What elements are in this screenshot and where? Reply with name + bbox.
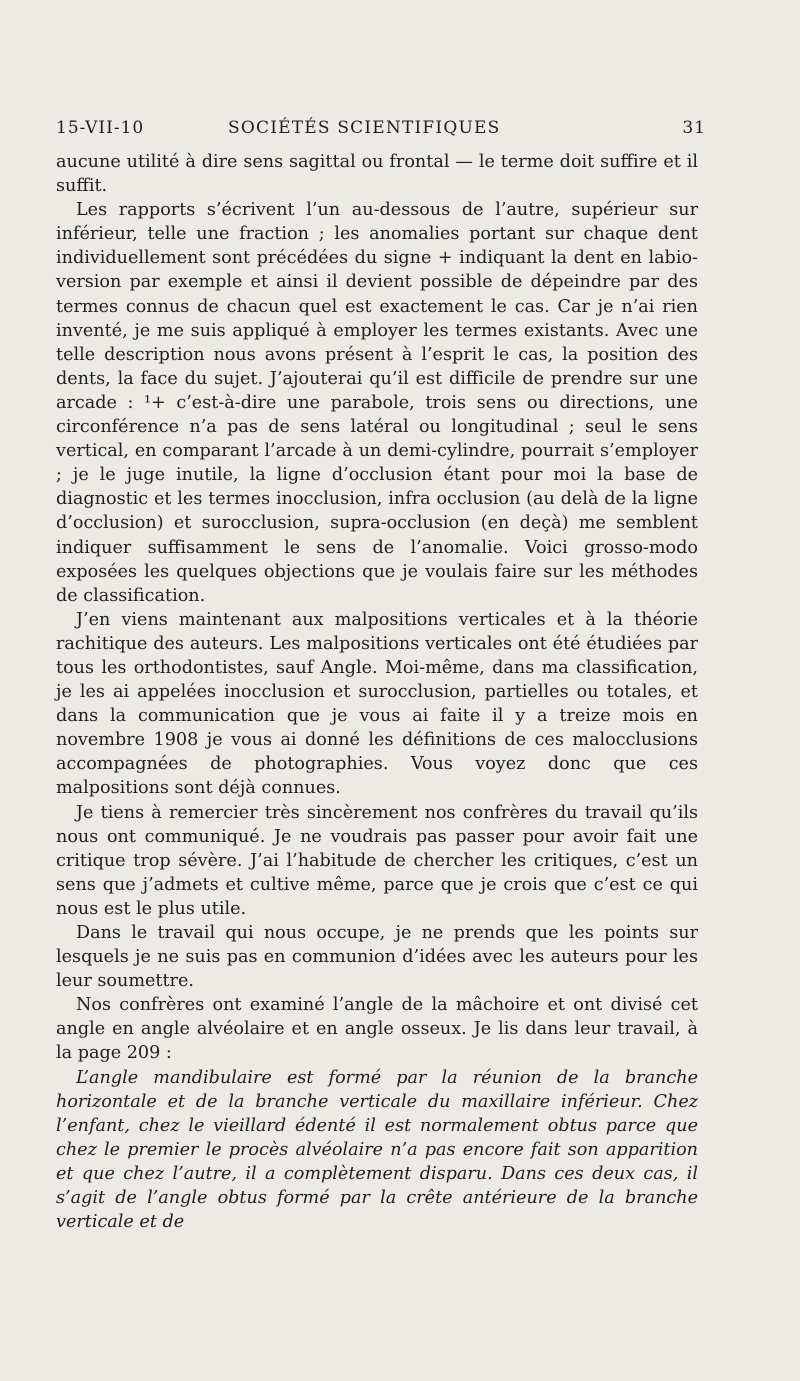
page-body bbox=[56, 150, 698, 1234]
page-number: 31 bbox=[682, 118, 706, 138]
paragraph-continuation: aucune utilité à dire sens sagittal ou frontal — le terme doit suffire et il suffit. bbox=[56, 152, 698, 197]
paragraph-remerciements: Je tiens à remercier très sincèrement nos confrères du travail qu’ils nous ont communiqué. Je ne voudrais pas passer pour avoir fait une critique trop sévère. J’ai l’habitude de chercher les critiques, c’est un sens que j’admets et cultive même, parce que je crois que c’est ce qui nous est le plus utile. bbox=[56, 802, 698, 919]
running-header bbox=[56, 118, 706, 144]
paragraph-rapports: Les rapports s’écrivent l’un au-dessous de l’autre, supérieur sur inférieur, telle une fraction ; les anomalies portant sur chaque dent individuellement sont précédées du signe + indiquant la dent en labio-version par exemple et ainsi il devient possible de dépeindre par des termes connus de chacun quel est exactement le cas. Car je n’ai rien inventé, je me suis appliqué à employer les termes existants. Avec une telle description nous avons présent à l’esprit le cas, la position des dents, la face du sujet. J’ajouterai qu’il est difficile de prendre sur une arcade : ¹+ c’est-à-dire une parabole, trois sens ou directions, une circonférence n’a pas de sens latéral ou longitudinal ; seul le sens vertical, en comparant l’arcade à un demi-cylindre, pourrait s’employer ; je le juge inutile, la ligne d’occlusion étant pour moi la base de diagnostic et les termes inocclusion, infra occlusion (au delà de la ligne d’occlusion) et surocclusion, supra-occlusion (en deçà) me semblent indiquer suffisamment le sens de l’anomalie. Voici grosso-modo exposées les quelques objections que je voulais faire sur les méthodes de classification. bbox=[56, 200, 698, 606]
header-date: 15-VII-10 bbox=[56, 118, 145, 138]
header-section-title: SOCIÉTÉS SCIENTIFIQUES bbox=[228, 118, 501, 138]
paragraph-angle: Nos confrères ont examiné l’angle de la mâchoire et ont divisé cet angle en angle alvéolaire et en angle osseux. Je lis dans leur travail, à la page 209 : bbox=[56, 995, 698, 1064]
paragraph-travail: Dans le travail qui nous occupe, je ne prends que les points sur lesquels je ne suis pas en communion d’idées avec les auteurs pour les leur soumettre. bbox=[56, 923, 698, 992]
quoted-passage: L’angle mandibulaire est formé par la réunion de la branche horizontale et de la branche verticale du maxillaire inférieur. Chez l’enfant, chez le vieillard édenté il est normalement obtus parce que chez le premier le procès alvéolaire n’a pas encore fait son apparition et que chez l’autre, il a complètement disparu. Dans ces deux cas, il s’agit de l’angle obtus formé par la crête antérieure de la branche verticale et de bbox=[56, 1067, 698, 1233]
paragraph-malpositions: J’en viens maintenant aux malpositions verticales et à la théorie rachitique des auteurs. Les malpositions verticales ont été étudiées par tous les orthodontistes, sauf Angle. Moi-même, dans ma classification, je les ai appelées inocclusion et surocclusion, partielles ou totales, et dans la communication que je vous ai faite il y a treize mois en novembre 1908 je vous ai donné les définitions de ces malocclusions accompagnées de photographies. Vous voyez donc que ces malpositions sont déjà connues. bbox=[56, 609, 698, 799]
